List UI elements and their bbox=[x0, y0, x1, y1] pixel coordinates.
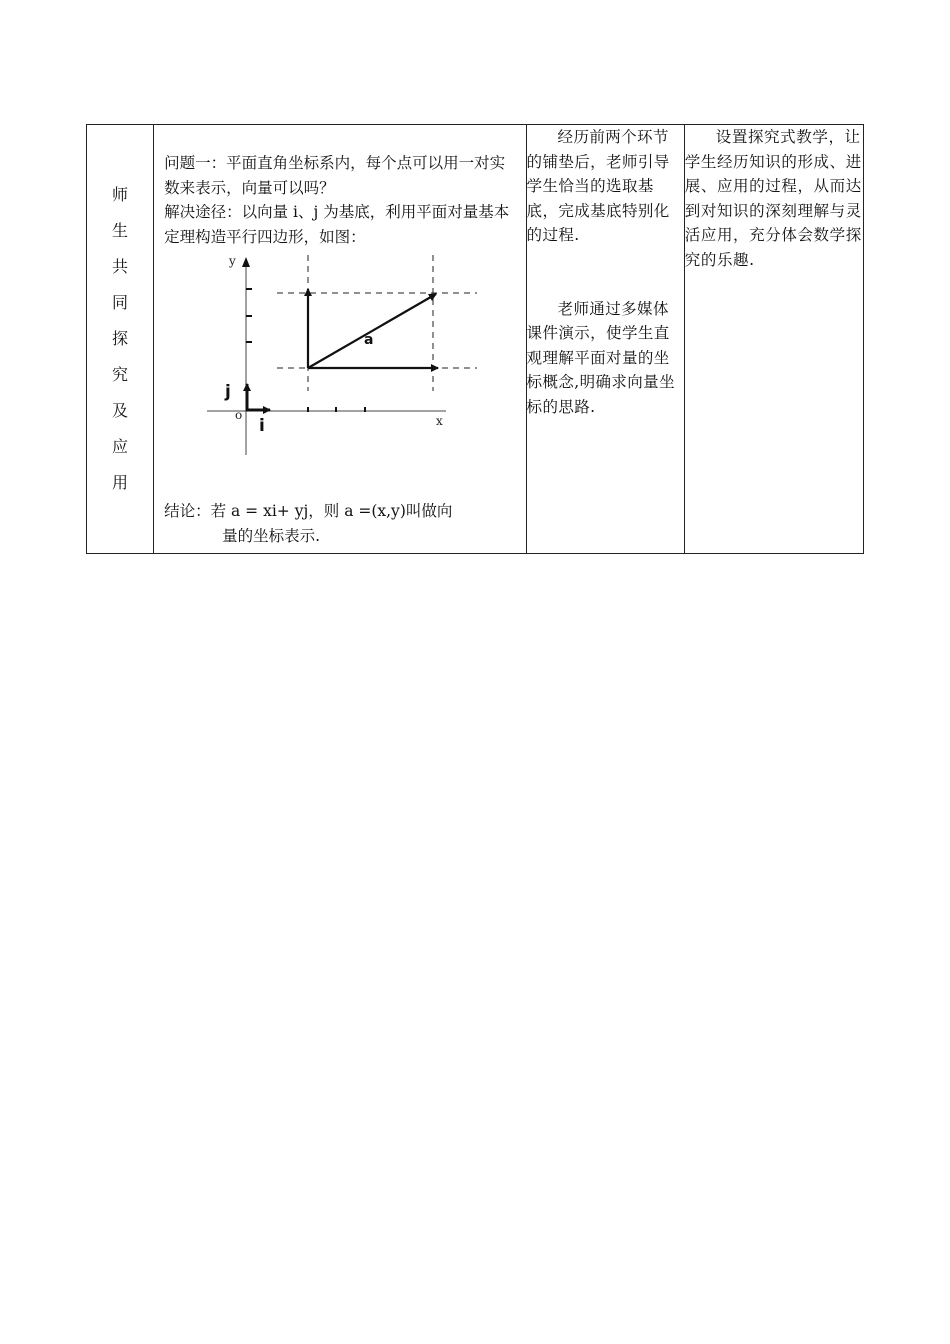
teacher-notes-cell bbox=[526, 125, 684, 554]
solution-text: 解决途径：以向量 i、j 为基底，利用平面对量基本定理构造平行四边形，如图： bbox=[164, 203, 510, 246]
y-axis-arrow bbox=[242, 257, 250, 267]
conclusion-text bbox=[164, 499, 519, 548]
vector-a-label: a bbox=[364, 332, 374, 348]
stage-char: 及 bbox=[112, 401, 129, 420]
stage-char: 用 bbox=[112, 473, 129, 492]
vector-a bbox=[308, 294, 436, 368]
vector-figure bbox=[202, 251, 502, 473]
conclusion-line: 结论：若 a = xi+ yj，则 a =(x,y)叫做向 bbox=[164, 502, 453, 520]
stage-char: 同 bbox=[112, 293, 129, 312]
stage-label bbox=[110, 177, 130, 501]
content-cell bbox=[154, 125, 526, 554]
stage-char: 究 bbox=[112, 365, 129, 384]
stage-char: 生 bbox=[112, 221, 129, 240]
coordinate-diagram bbox=[202, 251, 502, 473]
stage-char: 师 bbox=[112, 185, 129, 204]
lesson-plan-table bbox=[86, 124, 864, 554]
conclusion-line: 量的坐标表示. bbox=[222, 526, 321, 545]
teacher-note-paragraph: 老师通过多媒体课件演示，使学生直观理解平面对量的坐标概念,明确求向量坐标的思路. bbox=[526, 299, 675, 416]
question-text: 问题一：平面直角坐标系内，每个点可以用一对实数来表示，向量可以吗？ bbox=[164, 154, 506, 197]
stage-char: 探 bbox=[112, 329, 129, 348]
origin-label: o bbox=[235, 408, 243, 422]
stage-char: 共 bbox=[112, 257, 129, 276]
teacher-note-paragraph: 经历前两个环节的铺垫后，老师引导学生恰当的选取基底，完成基底特别化的过程. bbox=[526, 128, 670, 244]
stage-cell bbox=[87, 125, 154, 554]
unit-j-label: j bbox=[225, 382, 231, 402]
design-purpose-cell bbox=[684, 125, 863, 554]
design-purpose-text: 设置探究式教学，让学生经历知识的形成、进展、应用的过程，从而达到对知识的深刻理解与灵活应用，充分体会数学探究的乐趣. bbox=[684, 128, 862, 269]
x-axis-label: x bbox=[436, 414, 443, 428]
stage-char: 应 bbox=[112, 437, 129, 456]
y-axis-label: y bbox=[229, 254, 236, 268]
table-row bbox=[87, 125, 864, 554]
unit-i-label: i bbox=[259, 416, 265, 436]
